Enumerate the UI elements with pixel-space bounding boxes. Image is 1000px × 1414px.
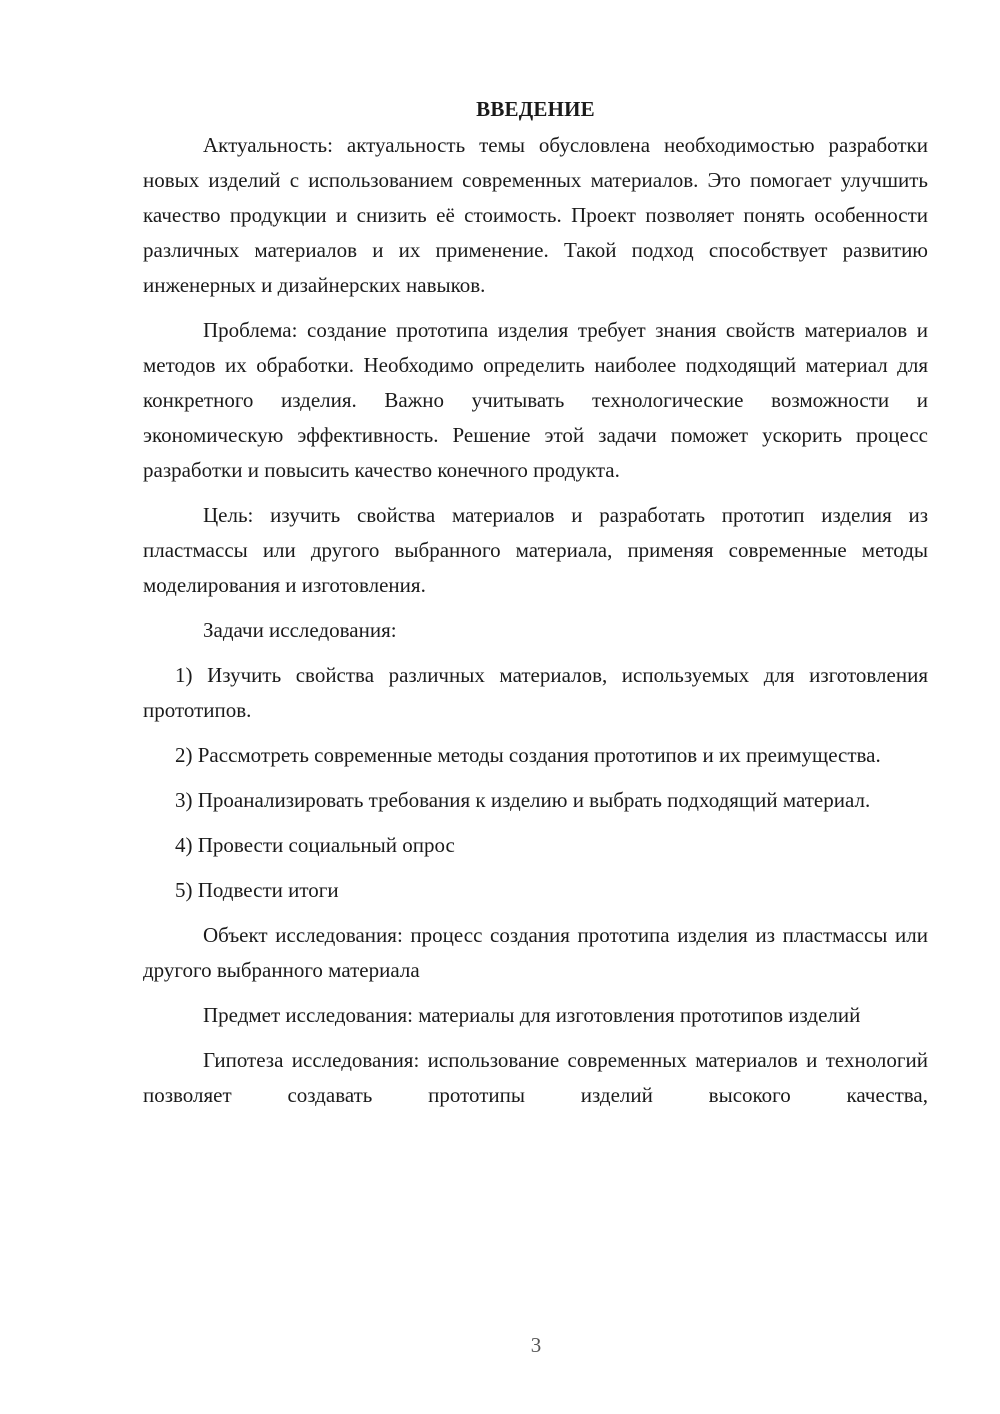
paragraph-goal: Цель: изучить свойства материалов и разработать прототип изделия из пластмассы или другого выбранного материала, применяя современные методы моделирования и изготовления.	[143, 503, 928, 597]
paragraph-subject: Предмет исследования: материалы для изготовления прототипов изделий	[203, 1003, 861, 1027]
paragraph-relevance: Актуальность: актуальность темы обусловлена необходимостью разработки новых изделий с использованием современных материалов. Это помогает улучшить качество продукции и снизить её стоимость. Проект позволяет понять особенности различных материалов и их применение. Такой подход способствует развитию инженерных и дизайнерских навыков.	[143, 133, 928, 297]
list-item: 5) Подвести итоги	[175, 878, 339, 902]
tasks-list	[143, 658, 928, 908]
paragraph-problem: Проблема: создание прототипа изделия требует знания свойств материалов и методов их обработки. Необходимо определить наиболее подходящий материал для конкретного изделия. Важно учитывать технологические возможности и экономическую эффективность. Решение этой задачи поможет ускорить процесс разработки и повысить качество конечного продукта.	[143, 318, 928, 482]
list-item: 1) Изучить свойства различных материалов, используемых для изготовления прототипов.	[143, 663, 928, 722]
tasks-heading: Задачи исследования:	[203, 618, 397, 642]
list-item: 4) Провести социальный опрос	[175, 833, 455, 857]
page-number: 3	[530, 1333, 542, 1357]
paragraph-object: Объект исследования: процесс создания прототипа изделия из пластмассы или другого выбранного материала	[143, 923, 928, 982]
page-content	[143, 92, 928, 1123]
list-item: 2) Рассмотреть современные методы создания прототипов и их преимущества.	[175, 743, 881, 767]
section-title: ВВЕДЕНИЕ	[476, 97, 595, 121]
list-item: 3) Проанализировать требования к изделию и выбрать подходящий материал.	[175, 788, 871, 812]
paragraph-hypothesis: Гипотеза исследования: использование современных материалов и технологий позволяет создавать прототипы изделий высокого качества,	[143, 1048, 928, 1107]
